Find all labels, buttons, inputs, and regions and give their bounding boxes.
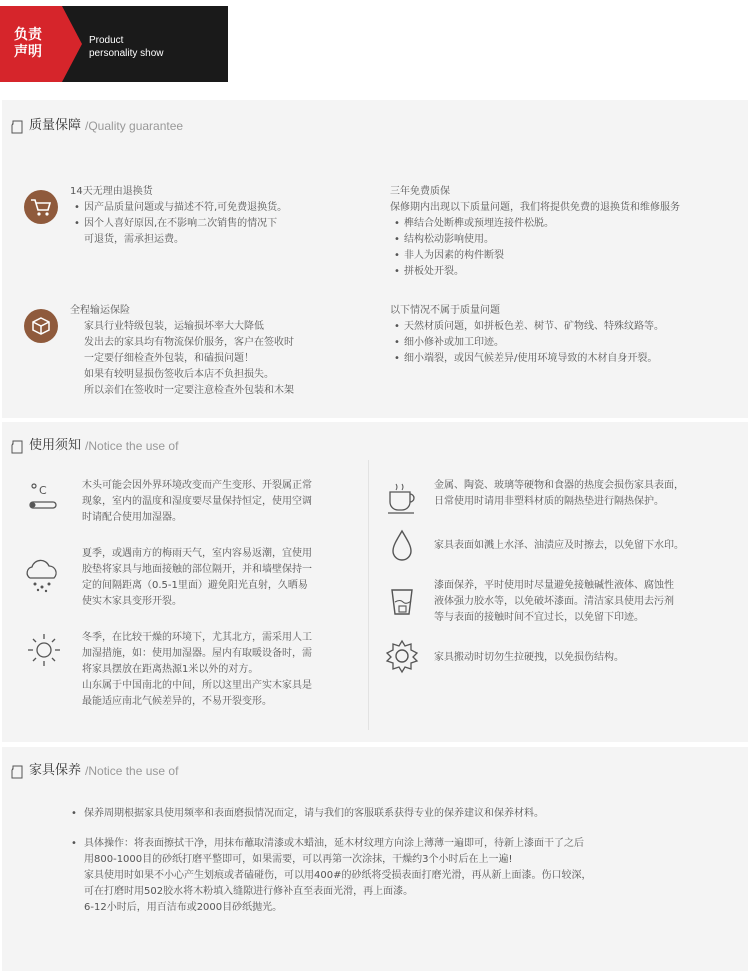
rain-cloud-icon	[22, 556, 62, 596]
thermometer-icon	[24, 478, 64, 518]
notice-line: 等与表面的接触时间不宜过长，以免留下印迹。	[434, 612, 644, 623]
notice-item-text	[434, 650, 744, 666]
notice-line: 冬季，在比较干燥的环境下，尤其北方，需采用人工	[82, 632, 312, 643]
excluded-bullet: • 细小端裂，或因气候差异/使用环境导致的木材自身开裂。	[390, 351, 740, 367]
notice-item-text	[434, 538, 744, 554]
care-line: 家具使用时如果不小心产生划痕或者磕碰伤，可以用400#的砂纸将受损表面打磨光滑，再从新上面漆。伤口较深，	[84, 870, 592, 881]
section-page-icon	[10, 440, 24, 454]
excluded-issues-text	[390, 303, 740, 367]
notice-line: 定的间隔距离（0.5-1里面）避免阳光直射，久晒易	[82, 580, 308, 591]
transport-line: 家具行业特级包装，运输损坏率大大降低	[84, 321, 264, 332]
care-bullet: • 保养周期根据家具使用频率和表面磨损情况而定，请与我们的客服联系获得专业的保养建议和保养材料。	[68, 806, 728, 822]
header-cn-line1: 负责	[14, 27, 42, 43]
quality-section-title	[10, 114, 183, 134]
excluded-heading: 以下情况不属于质量问题	[390, 305, 500, 316]
transport-line: 发出去的家具均有物流保价服务，客户在签收时	[84, 337, 294, 348]
sun-icon	[24, 630, 64, 670]
transport-line: 所以亲们在签收时一定要注意检查外包装和木架	[84, 385, 294, 396]
warranty-text	[390, 184, 740, 280]
notice-line: 夏季，或遇南方的梅雨天气，室内容易返潮，宜使用	[82, 548, 312, 559]
notice-line: 家具搬动时切勿生拉硬拽，以免损伤结构。	[434, 652, 624, 663]
header-title-cn	[14, 27, 54, 61]
quality-title-cn: 质量保障	[29, 118, 82, 133]
care-line: 可在打磨时用502胶水将木粉填入缝隙进行修补直至表面光滑，再上面漆。	[84, 886, 414, 897]
notice-line: 现象，室内的温度和湿度要尽量保持恒定，使用空调	[82, 496, 312, 507]
package-icon	[24, 309, 58, 343]
coffee-cup-icon	[382, 478, 422, 518]
care-paragraph-2	[68, 836, 728, 916]
warranty-bullet: • 结构松动影响使用。	[390, 232, 740, 248]
notice-line: 胶垫将家具与地面接触的部位隔开，并和墙壁保持一	[82, 564, 312, 575]
notice-item-text	[82, 546, 362, 610]
notice-line: 时请配合使用加湿器。	[82, 512, 182, 523]
notice-line: 山东属于中国南北的中间，所以这里出产实木家具是	[82, 680, 312, 691]
transport-line: 一定要仔细检查外包装，和磕损问题！	[84, 353, 254, 364]
excluded-bullet: • 细小修补或加工印迹。	[390, 335, 740, 351]
return-policy-text	[70, 184, 360, 248]
quality-title-en: /Quality guarantee	[85, 119, 184, 133]
notice-item-text	[82, 478, 362, 526]
header-en-line2: personality show	[89, 48, 164, 59]
care-title-en: /Notice the use of	[85, 764, 179, 778]
notice-item-text	[434, 478, 744, 510]
transport-insurance-text	[70, 303, 360, 399]
excluded-bullet: • 天然材质问题，如拼板色差、树节、矿物线、特殊纹路等。	[390, 319, 740, 335]
gear-icon	[382, 636, 422, 676]
water-drop-icon	[382, 526, 422, 566]
notice-line: 使实木家具变形开裂。	[82, 596, 182, 607]
return-bullet: • 因产品质量问题或与描述不符,可免费退换货。	[70, 200, 360, 216]
care-bullet: • 具体操作：将表面擦拭干净，用抹布蘸取清漆或木蜡油，延木材纹理方向涂上薄薄一遍即可，待新上漆面干了之后	[68, 836, 728, 852]
notice-line: 最能适应南北气候差异的，不易开裂变形。	[82, 696, 272, 707]
header-title-en	[89, 34, 163, 60]
transport-line: 如果有较明显损伤签收后本店不负担损失。	[84, 369, 274, 380]
care-paragraph-1	[68, 806, 728, 822]
notice-line: 木头可能会因外界环境改变而产生变形、开裂属正常	[82, 480, 312, 491]
section-page-icon	[10, 120, 24, 134]
care-section-title	[10, 759, 178, 779]
notice-item-text	[434, 578, 744, 626]
warranty-intro: 保修期内出现以下质量问题，我们将提供免费的退换货和维修服务	[390, 202, 680, 213]
warranty-heading: 三年免费质保	[390, 186, 450, 197]
transport-heading: 全程输运保险	[70, 305, 130, 316]
warranty-bullet: • 榫结合处断榫或预埋连接件松脱。	[390, 216, 740, 232]
notice-line: 漆面保养，平时使用时尽量避免接触碱性液体、腐蚀性	[434, 580, 674, 591]
care-title-cn: 家具保养	[29, 763, 82, 778]
header-cn-line2: 声明	[14, 44, 42, 60]
notice-line: 金属、陶瓷、玻璃等硬物和食器的热度会损伤家具表面，	[434, 480, 684, 491]
cup-icon	[382, 582, 422, 622]
notice-line: 液体强力胶水等，以免破坏漆面。清洁家具使用去污剂	[434, 596, 674, 607]
return-heading: 14天无理由退换货	[70, 186, 153, 197]
notice-title-en: /Notice the use of	[85, 439, 179, 453]
section-page-icon	[10, 765, 24, 779]
notice-item-text	[82, 630, 362, 710]
svg-text:C: C	[39, 484, 47, 497]
header-banner	[0, 6, 228, 82]
notice-line: 将家具摆放在距离热源1米以外的对方。	[82, 664, 259, 675]
warranty-bullet: • 非人为因素的构件断裂	[390, 248, 740, 264]
cart-icon	[24, 190, 58, 224]
notice-title-cn: 使用须知	[29, 438, 82, 453]
warranty-bullet: • 拼板处开裂。	[390, 264, 740, 280]
return-continuation: 可退货，需承担运费。	[84, 234, 184, 245]
header-en-line1: Product	[89, 35, 124, 46]
notice-line: 加湿措施，如：使用加湿器。屋内有取暖设备时，需	[82, 648, 312, 659]
notice-line: 日常使用时请用非塑料材质的隔热垫进行隔热保护。	[434, 496, 664, 507]
notice-line: 家具表面如溅上水泽、油渍应及时擦去，以免留下水印。	[434, 540, 684, 551]
care-line: 6-12小时后，用百洁布或2000目砂纸抛光。	[84, 902, 283, 913]
care-line: 用800-1000目的砂纸打磨平整即可，如果需要，可以再第一次涂抹，干燥约3个小时后在上一遍!	[84, 854, 513, 865]
column-divider	[368, 460, 369, 730]
return-bullet: • 因个人喜好原因,在不影响二次销售的情况下	[70, 216, 360, 232]
notice-section-title	[10, 434, 178, 454]
